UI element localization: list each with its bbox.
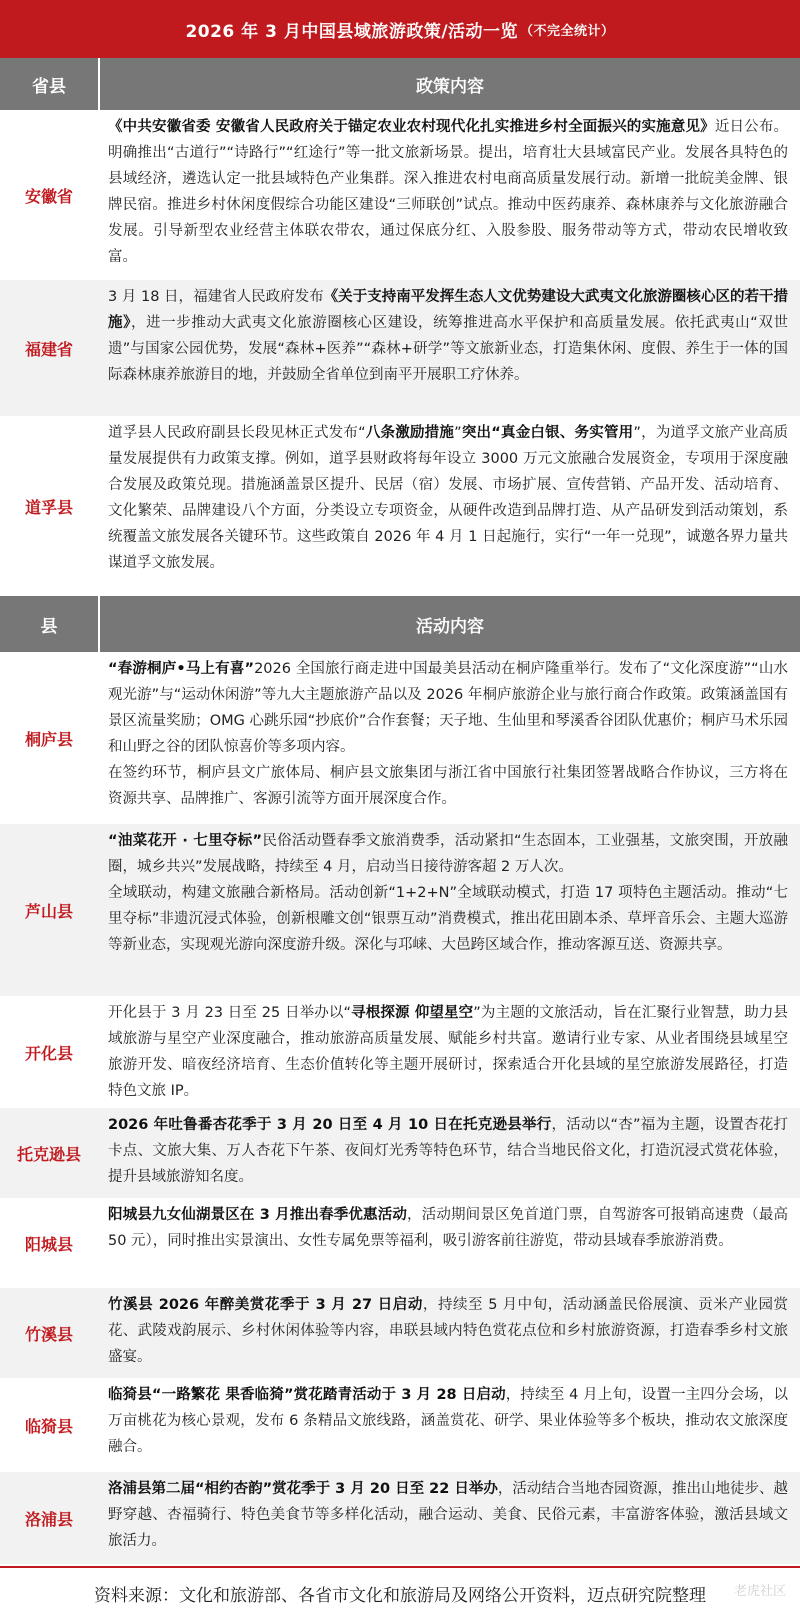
activity-title: 竹溪县 2026 年醉美赏花季于 3 月 27 日启动	[108, 1297, 423, 1313]
row-name: 托克逊县	[16, 1144, 81, 1164]
row-content	[98, 280, 800, 416]
policy-header-col-province: 省县	[0, 58, 100, 110]
page-title-bar	[0, 0, 800, 58]
policy-document-title: 《中共安徽省委 安徽省人民政府关于锚定农业农村现代化扎实推进乡村全面振兴的实施意见》	[108, 119, 715, 135]
activity-row-tonglu	[0, 652, 800, 824]
activity-paragraph-2: 在签约环节，桐庐县文广旅体局、桐庐县文旅集团与浙江省中国旅行社集团签署战略合作协议，三方将在资源共享、品牌推广、客源引流等方面开展深度合作。	[108, 765, 788, 807]
row-content	[98, 110, 800, 280]
row-content	[98, 1378, 800, 1472]
activity-row-tuokexun	[0, 1108, 800, 1198]
activity-row-yangcheng	[0, 1198, 800, 1288]
activity-text: ，活动结合当地杏园资源，推出山地徒步、越野穿越、杏福骑行、特色美食节等多样化活动，融合运动、美食、民俗元素，丰富游客体验，激活县域文旅活力。	[108, 1481, 789, 1549]
row-name: 洛浦县	[24, 1509, 73, 1529]
policy-text: ，进一步推动大武夷文化旅游圈核心区建设，统筹推进高水平保护和高质量发展。依托武夷山“双世遗”与国家公园优势，发展“森林+医养”“森林+研学”等文旅新业态，打造集休闲、度假、养生于一体的国际森林康养旅游目的地，并鼓励全省单位到南平开展职工疗休养。	[108, 315, 789, 383]
policy-table-header	[0, 58, 800, 110]
activity-text-lead: 开化县于 3 月 23 日至 25 日举办以“	[108, 1005, 351, 1021]
activity-title: 洛浦县第二届“相约杏韵”赏花季于 3 月 20 日至 22 日举办	[108, 1481, 498, 1497]
activity-table-header	[0, 596, 800, 652]
policy-text-2: ”，为道孚文旅产业高质量发展提供有力政策支撑。例如，道孚县财政将每年设立 3000 万元文旅融合发展资金，专项用于深度融合发展及政策兑现。措施涵盖景区提升、民居（宿）发展、市场扩展、宣传营销、产品开发、活动培育、文化繁荣、品牌建设八个方面，分类设立专项资金，从硬件改造到品牌打造、从产品研发到活动策划，系统覆盖文旅发展各关键环节。这些政策自 2026 年 4 月 1 日起施行，实行“一年一兑现”，诚邀各界力量共谋道孚文旅发展。	[108, 425, 789, 571]
watermark-text: 老虎社区	[733, 1584, 786, 1599]
row-content	[98, 416, 800, 596]
policy-row-daofu	[0, 416, 800, 596]
source-note: 资料来源：文化和旅游部、各省市文化和旅游局及网络公开资料，迈点研究院整理	[94, 1585, 706, 1606]
policy-header-col-content: 政策内容	[416, 76, 484, 97]
row-name: 福建省	[24, 339, 73, 359]
row-name: 阳城县	[24, 1234, 73, 1254]
policy-row-fujian	[0, 280, 800, 416]
activity-title: 阳城县九女仙湖景区在 3 月推出春季优惠活动	[108, 1207, 408, 1223]
activity-text: ，活动以“杏”福为主题，设置杏花打卡点、文旅大集、万人杏花下午茶、夜间灯光秀等特色环节，结合当地民俗文化，打造沉浸式赏花体验，提升县域旅游知名度。	[108, 1117, 788, 1185]
row-name: 临猗县	[24, 1416, 73, 1436]
activity-header-col-county: 县	[0, 596, 100, 652]
row-content	[98, 1288, 800, 1378]
activity-row-zhuxi	[0, 1288, 800, 1378]
activity-text: ，持续至 5 月中旬，活动涵盖民俗展演、贡米产业园赏花、武陵戏韵展示、乡村休闲体验等内容，串联县域内特色赏花点位和乡村旅游资源，打造春季乡村文旅盛宴。	[108, 1297, 788, 1365]
activity-header-col-content: 活动内容	[416, 616, 484, 637]
row-content	[98, 996, 800, 1108]
page-title: 2026 年 3 月中国县域旅游政策/活动一览	[185, 21, 519, 42]
policy-document-title: 《关于支持南平发挥生态人文优势建设大武夷文化旅游圈核心区的若干措施》	[108, 289, 788, 331]
activity-text: ，持续至 4 月上旬，设置一主四分会场，以万亩桃花为核心景观，发布 6 条精品文旅线路，涵盖赏花、研学、果业体验等多个板块，推动农文旅深度融合。	[108, 1387, 788, 1455]
policy-row-anhui	[0, 110, 800, 280]
policy-text: 近日公布。明确推出“古道行”“诗路行”“红途行”等一批文旅新场景。提出，培育壮大县域富民产业。发展各具特色的县域经济，遴选认定一批县域特色产业集群。深入推进农村电商高质量发展行动。新增一批皖美金牌、银牌民宿。推进乡村休闲度假综合功能区建设“三师联创”试点。推动中医药康养、森林康养与文化旅游融合发展。引导新型农业经营主体联农带农，通过保底分红、入股参股、服务带动等方式，带动农民增收致富。	[108, 119, 789, 265]
footer-divider	[0, 1566, 800, 1568]
activity-row-kaihua	[0, 996, 800, 1108]
activity-text: ”为主题的文旅活动，旨在汇聚行业智慧，助力县域旅游与星空产业深度融合，推动旅游高质量发展、赋能乡村共富。邀请行业专家、从业者围绕县域星空旅游开发、暗夜经济培育、生态价值转化等主题开展研讨，探索适合开化县域的星空旅游发展路径，打造特色文旅 IP。	[108, 1005, 788, 1099]
activity-text: 2026 全国旅行商走进中国最美县活动在桐庐隆重举行。发布了“文化深度游”“山水观光游”与“运动休闲游”等九大主题旅游产品以及 2026 年桐庐旅游企业与旅行商合作政策。政策涵盖国有景区流量奖励；OMG 心跳乐园“抄底价”合作套餐；天子地、生仙里和琴溪香谷团队优惠价；桐庐马术乐园和山野之谷的团队惊喜价等多项内容。	[108, 661, 788, 755]
activity-paragraph-2: 全域联动，构建文旅融合新格局。活动创新“1+2+N”全域联动模式，打造 17 项特色主题活动。推动“七里夺标”非遗沉浸式体验，创新根雕文创“银票互动”消费模式，推出花田剧本杀、草坪音乐会、主题大巡游等新业态，实现观光游向深度游升级。深化与邛崃、大邑跨区域合作，推动客源互送、资源共享。	[108, 885, 788, 953]
activity-text: ，活动期间景区免首道门票，自驾游客可报销高速费（最高 50 元），同时推出实景演出、女性专属免票等福利，吸引游客前往游览，带动县域春季旅游消费。	[108, 1207, 789, 1249]
policy-text-lead: 道孚县人民政府副县长段见林正式发布“	[108, 425, 366, 441]
row-name: 安徽省	[24, 186, 73, 206]
row-content	[98, 1472, 800, 1564]
page-title-note: （不完全统计）	[520, 23, 615, 39]
row-name: 桐庐县	[24, 729, 73, 749]
activity-title: 临猗县“一路繁花 果香临猗”赏花踏青活动于 3 月 28 日启动	[108, 1387, 506, 1403]
activity-title: “春游桐庐•马上有喜”	[108, 661, 255, 677]
policy-text-lead: 3 月 18 日，福建省人民政府发布	[108, 289, 324, 305]
row-name: 道孚县	[24, 497, 73, 517]
row-name: 芦山县	[24, 901, 73, 921]
activity-row-linyi	[0, 1378, 800, 1472]
policy-text: ”	[454, 425, 462, 441]
row-content	[98, 652, 800, 824]
row-content	[98, 1108, 800, 1198]
row-name: 竹溪县	[24, 1324, 73, 1344]
row-content	[98, 824, 800, 996]
row-content	[98, 1198, 800, 1288]
row-name: 开化县	[24, 1043, 73, 1063]
policy-highlight-2: 突出“真金白银、务实管用	[461, 425, 634, 441]
activity-text: 民俗活动暨春季文旅消费季，活动紧扣“生态固本，工业强基，文旅突围，开放融圈，城乡共兴”发展战略，持续至 4 月，启动当日接待游客超 2 万人次。	[108, 833, 788, 875]
activity-row-luopu	[0, 1472, 800, 1564]
activity-title: 2026 年吐鲁番杏花季于 3 月 20 日至 4 月 10 日在托克逊县举行	[108, 1117, 552, 1133]
activity-title: 寻根探源 仰望星空	[350, 1005, 474, 1021]
activity-row-lushan	[0, 824, 800, 996]
policy-highlight: 八条激励措施	[365, 425, 455, 441]
activity-title: “油菜花开 · 七里夺标”	[108, 833, 263, 849]
